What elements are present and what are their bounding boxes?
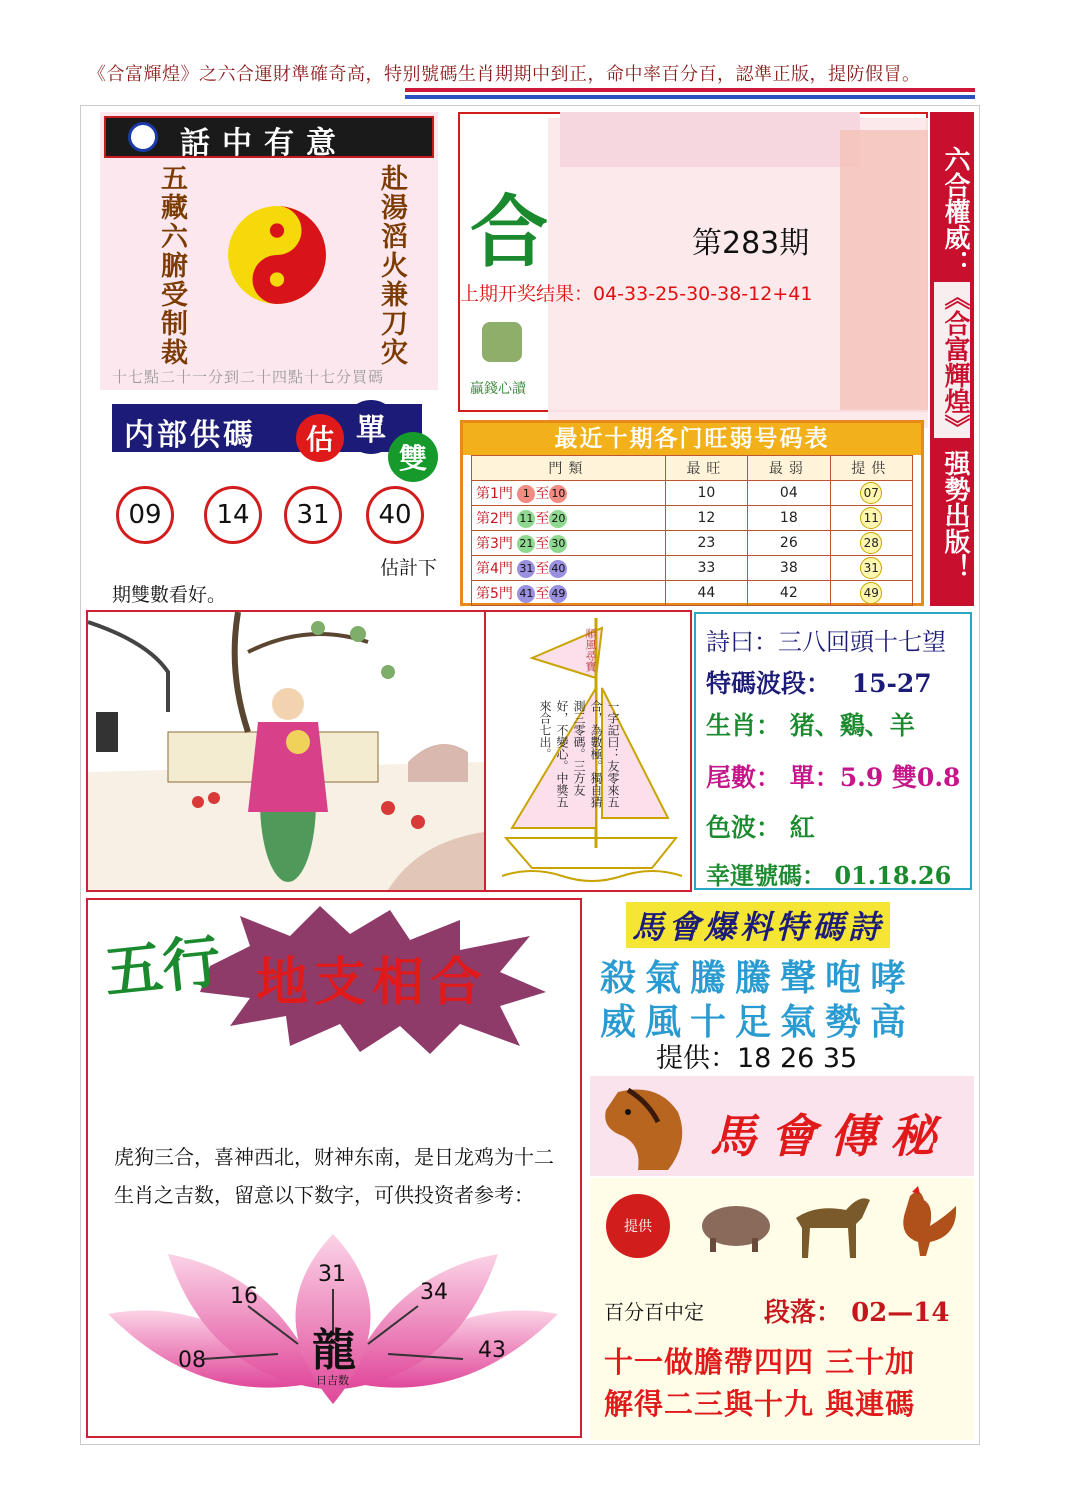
gate-to-ball: 10 <box>549 485 567 503</box>
pig-icon <box>696 1196 776 1256</box>
gate-give-cell <box>830 481 912 506</box>
gate-max: 44 <box>665 581 747 606</box>
table-header: 最弱 <box>748 456 830 481</box>
gate-to-ball: 40 <box>549 560 567 578</box>
money-bag-icon <box>482 322 522 362</box>
poem-tail-label: 尾數： <box>706 763 782 792</box>
banner-stripe-red <box>405 88 975 92</box>
seal-icon: 提供 <box>606 1194 670 1258</box>
badge-gu: 估 <box>296 414 344 462</box>
lotus-center-char: 龍 <box>312 1325 356 1376</box>
secret-line1: 十一做膽帶四四 三十加 <box>604 1345 916 1379</box>
poem-color-label: 色波： <box>706 813 782 842</box>
wuxing-title-a: 五行 <box>101 927 224 1007</box>
gate-give: 07 <box>860 482 882 504</box>
side-banner-text-3: 强勢出版！ <box>940 450 970 580</box>
poem-zodiac <box>706 706 915 742</box>
gate-to-char: 至 <box>535 586 550 602</box>
table-row <box>472 531 913 556</box>
secret-title: 馬會傳秘 <box>710 1109 950 1163</box>
badge-dan: 單 <box>344 400 398 454</box>
gate-min: 42 <box>748 581 830 606</box>
top-banner: 《合富輝煌》之六合運財準確奇高，特别號碼生肖期期中到正，命中率百分百，認準正版，提防假冒。 <box>88 64 921 85</box>
poem-color <box>706 808 815 844</box>
gate-give: 28 <box>860 532 882 554</box>
poem-color-value: 紅 <box>789 813 815 842</box>
gate-give-cell <box>830 556 912 581</box>
internal-number: 31 <box>284 486 342 544</box>
banner-stripe-blue <box>405 95 975 99</box>
gate-give-cell <box>830 531 912 556</box>
gate-from-ball: 11 <box>517 510 535 528</box>
sail-text: 一字記曰：友零來五合，為數極。獨自猜測三零碼。三方友好，不變心。中獎五來合七出。 <box>538 700 620 808</box>
last-result: 上期开奖结果：04-33-25-30-38-12+41 <box>460 283 813 305</box>
sail-flag-text: 順風尋寶 <box>584 628 597 672</box>
gate-max: 12 <box>665 506 747 531</box>
horse-poem-line1: 殺氣騰騰聲咆哮 <box>600 957 916 999</box>
gate-cell <box>472 506 666 531</box>
lotus-number: 34 <box>420 1280 448 1305</box>
internal-note-2: 期雙數看好。 <box>112 584 227 606</box>
gate-table <box>471 455 913 606</box>
gate-give-cell <box>830 506 912 531</box>
poem-wave-label: 特碼波段： <box>706 669 832 698</box>
gate-max: 23 <box>665 531 747 556</box>
hua-zhong-right-text: 赴湯滔火兼刀灾 <box>376 164 407 367</box>
table-header: 最旺 <box>665 456 747 481</box>
internal-number: 14 <box>204 486 262 544</box>
gate-to-ball: 30 <box>549 535 567 553</box>
header-blur-side <box>840 130 928 410</box>
gate-to-char: 至 <box>535 511 550 527</box>
table-row <box>472 506 913 531</box>
table-header: 門類 <box>472 456 666 481</box>
gate-min: 38 <box>748 556 830 581</box>
lotus-number: 43 <box>478 1338 506 1363</box>
secret-segment-value: 02—14 <box>851 1298 950 1328</box>
horse-poem-line2: 威風十足氣勢高 <box>600 1001 916 1043</box>
secret-percent: 百分百中定 <box>604 1300 704 1324</box>
hua-zhong-title: 話中有意 <box>180 126 348 161</box>
horse-head-icon <box>598 1082 696 1172</box>
gate-label: 第5門 <box>476 586 513 602</box>
gate-cell <box>472 531 666 556</box>
gate-give: 49 <box>860 582 882 604</box>
poem-wave-value: 15-27 <box>851 669 932 698</box>
gate-give: 11 <box>860 507 882 529</box>
gate-label: 第2門 <box>476 511 513 527</box>
internal-number: 40 <box>366 486 424 544</box>
table-row <box>472 556 913 581</box>
lotus-center-sub: 日吉数 <box>316 1374 349 1387</box>
gate-give: 31 <box>860 557 882 579</box>
lotus-number: 16 <box>230 1284 258 1309</box>
poem-zodiac-value: 猪、鷄、羊 <box>789 711 915 740</box>
gate-label: 第1門 <box>476 486 513 502</box>
horse-poem-title: 馬會爆料特碼詩 <box>626 902 890 948</box>
gate-max: 33 <box>665 556 747 581</box>
gate-min: 26 <box>748 531 830 556</box>
internal-number: 09 <box>116 486 174 544</box>
gate-to-ball: 49 <box>549 585 567 603</box>
side-banner-text-1: 六合權威： <box>940 146 970 276</box>
lotus-number: 31 <box>318 1262 346 1287</box>
table-row <box>472 481 913 506</box>
gate-to-char: 至 <box>535 536 550 552</box>
money-label: 贏錢心讀 <box>470 381 526 397</box>
header-logo-char: 合 <box>470 188 549 278</box>
gate-label: 第3門 <box>476 536 513 552</box>
gate-min: 04 <box>748 481 830 506</box>
secret-segment-label: 段落： <box>764 1298 843 1328</box>
table-row <box>472 581 913 606</box>
scholar-painting <box>88 612 484 890</box>
gate-from-ball: 31 <box>517 560 535 578</box>
gate-cell <box>472 556 666 581</box>
hua-zhong-left-text: 五藏六腑受制裁 <box>156 164 187 367</box>
gate-to-ball: 20 <box>549 510 567 528</box>
poem-lucky-label: 幸運號碼： <box>706 861 826 890</box>
poem-lucky <box>706 856 951 891</box>
secret-segment <box>764 1292 949 1329</box>
wuxing-text: 虎狗三合，喜神西北，财神东南，是日龙鸡为十二生肖之吉数，留意以下数字，可供投资者参考： <box>114 1145 554 1207</box>
poem-shi: 詩曰：三八回頭十七望 <box>706 628 946 656</box>
secret-line2: 解得二三與十九 與連碼 <box>604 1387 916 1421</box>
poem-lucky-value: 01.18.26 <box>834 861 952 890</box>
gate-min: 18 <box>748 506 830 531</box>
hua-zhong-panel <box>100 112 438 390</box>
gate-from-ball: 41 <box>517 585 535 603</box>
table-header: 提供 <box>830 456 912 481</box>
yin-yang-icon <box>226 204 328 306</box>
poem-tail <box>706 758 960 794</box>
gate-give-cell <box>830 581 912 606</box>
gate-max: 10 <box>665 481 747 506</box>
lotus-number: 08 <box>178 1348 206 1373</box>
gate-cell <box>472 581 666 606</box>
gate-label: 第4門 <box>476 561 513 577</box>
gate-from-ball: 21 <box>517 535 535 553</box>
hua-zhong-logo-icon <box>128 122 158 152</box>
horse-icon <box>786 1188 876 1260</box>
side-banner-text-2: 《合富輝煌》 <box>940 284 970 440</box>
wuxing-title-b: 地支相合 <box>256 952 489 1013</box>
horse-poem-provide: 提供：18 26 35 <box>656 1043 858 1074</box>
issue-number: 第283期 <box>692 226 810 261</box>
gate-table-title: 最近十期各门旺弱号码表 <box>463 423 921 455</box>
gate-to-char: 至 <box>535 486 550 502</box>
gate-from-ball: 1 <box>517 485 535 503</box>
poem-wave <box>706 664 932 700</box>
poem-tail-value: 單：5.9 雙0.8 <box>789 763 961 792</box>
internal-note-1: 估計下 <box>380 557 438 579</box>
poem-zodiac-label: 生肖： <box>706 711 782 740</box>
gate-to-char: 至 <box>535 561 550 577</box>
hua-zhong-bottom: 十七點二十一分到二十四點十七分買碼 <box>112 368 385 386</box>
internal-title: 内部供碼 <box>124 418 256 453</box>
gate-table-panel <box>460 420 924 606</box>
badge-shuang: 雙 <box>388 432 438 482</box>
gate-cell <box>472 481 666 506</box>
header-blur-top <box>560 112 860 167</box>
rooster-icon <box>890 1186 960 1258</box>
